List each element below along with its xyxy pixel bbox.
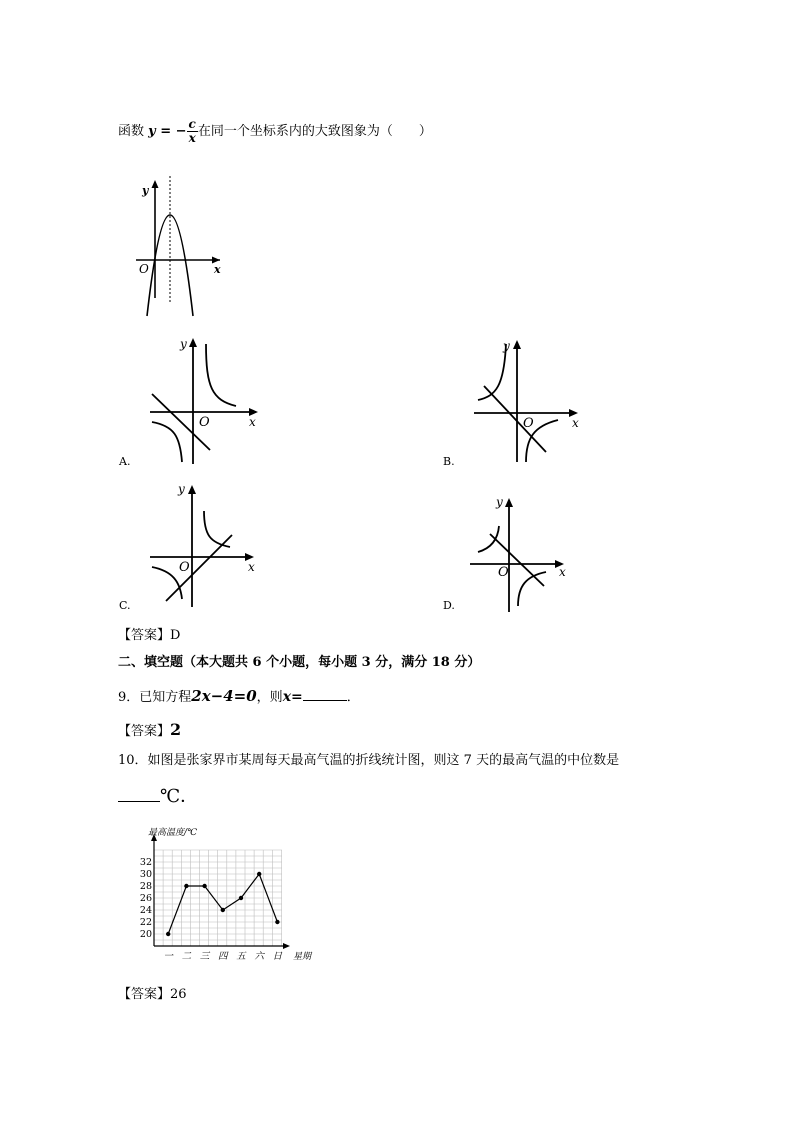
parabola-figure: [128, 170, 238, 320]
x-tick-label: 六: [254, 951, 264, 962]
y-tick-label: 24: [140, 905, 152, 916]
fig-x-label: x: [214, 263, 221, 276]
hyperbola-branch-lower: [152, 567, 182, 599]
answer-tag: 【答案】: [118, 724, 171, 739]
y-tick-label: 22: [140, 917, 152, 928]
option-b-graph: [470, 334, 590, 469]
x-axis-arrow-icon: [283, 943, 290, 949]
y-tick-label: 26: [140, 893, 152, 904]
formula-denominator: x: [188, 131, 196, 145]
question-8-answer: [118, 624, 180, 643]
stem-suffix: 在同一个坐标系内的大致图象为（ ）: [197, 124, 432, 139]
y-axis-arrow-icon: [188, 485, 196, 494]
fig-y-label: y: [142, 184, 149, 197]
chart-y-axis-label: 最高温度/℃: [148, 828, 198, 838]
option-b-label[interactable]: B.: [443, 455, 455, 468]
option-d-y-label: y: [496, 495, 503, 509]
q9-end: ．: [346, 690, 360, 705]
y-axis-arrow-icon: [513, 340, 521, 349]
data-point: [184, 884, 188, 888]
y-tick-label: 20: [140, 929, 152, 940]
stem-prefix: 函数: [118, 124, 145, 139]
option-c-x-label: x: [248, 560, 255, 574]
hyperbola-branch-lower: [518, 572, 546, 606]
option-a-y-label: y: [180, 337, 187, 351]
q10-unit: ℃．: [160, 786, 199, 807]
q9-equation: 2x−4=0: [191, 687, 257, 705]
formula-lhs: y = −: [148, 124, 187, 139]
data-point: [221, 908, 225, 912]
data-point: [239, 896, 243, 900]
question-9: [118, 688, 360, 706]
hyperbola-branch-lower: [152, 422, 182, 462]
x-tick-label: 二: [181, 951, 192, 962]
y-tick-label: 32: [140, 857, 152, 868]
hyperbola-branch-upper: [206, 344, 236, 406]
answer-value: D: [170, 628, 181, 643]
x-tick-label: 四: [218, 951, 228, 962]
option-a-graph: [146, 332, 266, 467]
fig-origin-label: O: [139, 262, 149, 276]
option-d-graph: [466, 490, 586, 615]
option-c-y-label: y: [178, 482, 185, 496]
data-point: [275, 920, 279, 924]
option-c-label[interactable]: C.: [119, 599, 131, 612]
linear-line: [484, 386, 546, 452]
question-10-answer: [118, 983, 187, 1002]
question-9-answer: [118, 720, 181, 739]
option-c-origin-label: O: [179, 560, 190, 575]
answer-value: 2: [170, 720, 182, 739]
x-tick-label: 日: [272, 951, 283, 962]
option-b-origin-label: O: [523, 416, 534, 431]
x-tick-label: 三: [199, 951, 210, 962]
option-c-graph: [146, 477, 266, 612]
q9-answer-blank[interactable]: [303, 688, 347, 701]
y-tick-label: 28: [140, 881, 152, 892]
question-10-text: 10．如图是张家界市某周每天最高气温的折线统计图，则这 7 天的最高气温的中位数是: [118, 753, 620, 768]
chart-x-axis-label: 星期: [293, 952, 312, 962]
y-axis-arrow-icon: [505, 498, 513, 507]
q9-middle: ，则: [256, 690, 283, 705]
option-d-label[interactable]: D.: [443, 599, 455, 612]
hyperbola-branch-upper: [478, 344, 506, 400]
option-b-x-label: x: [572, 416, 579, 430]
option-d-x-label: x: [559, 565, 566, 579]
answer-value: 26: [170, 987, 187, 1002]
data-point: [257, 872, 261, 876]
option-d-origin-label: O: [498, 565, 509, 580]
question-8-stem: [118, 118, 432, 145]
q10-answer-blank[interactable]: [118, 789, 160, 802]
option-b-y-label: y: [503, 339, 510, 353]
data-point: [166, 932, 170, 936]
y-tick-label: 30: [140, 869, 152, 880]
answer-tag: 【答案】: [118, 628, 171, 643]
q9-number: 9．已知方程: [118, 690, 192, 705]
formula-numerator: c: [188, 117, 196, 131]
answer-tag: 【答案】: [118, 987, 171, 1002]
y-axis-arrow-icon: [152, 180, 159, 188]
section-2-title: 二、填空题（本大题共 6 个小题，每小题 3 分，满分 18 分）: [118, 655, 481, 670]
x-tick-label: 五: [236, 951, 246, 962]
option-a-label[interactable]: A.: [119, 455, 131, 468]
option-a-origin-label: O: [199, 415, 210, 430]
formula-fraction: [187, 118, 198, 145]
q9-variable: x=: [282, 689, 303, 705]
linear-line: [166, 535, 232, 601]
temperature-line-chart: [140, 822, 330, 970]
data-point: [202, 884, 206, 888]
question-10-blank-line: [118, 782, 198, 808]
option-a-x-label: x: [249, 415, 256, 429]
y-axis-arrow-icon: [189, 338, 197, 347]
x-tick-label: 一: [163, 951, 173, 962]
